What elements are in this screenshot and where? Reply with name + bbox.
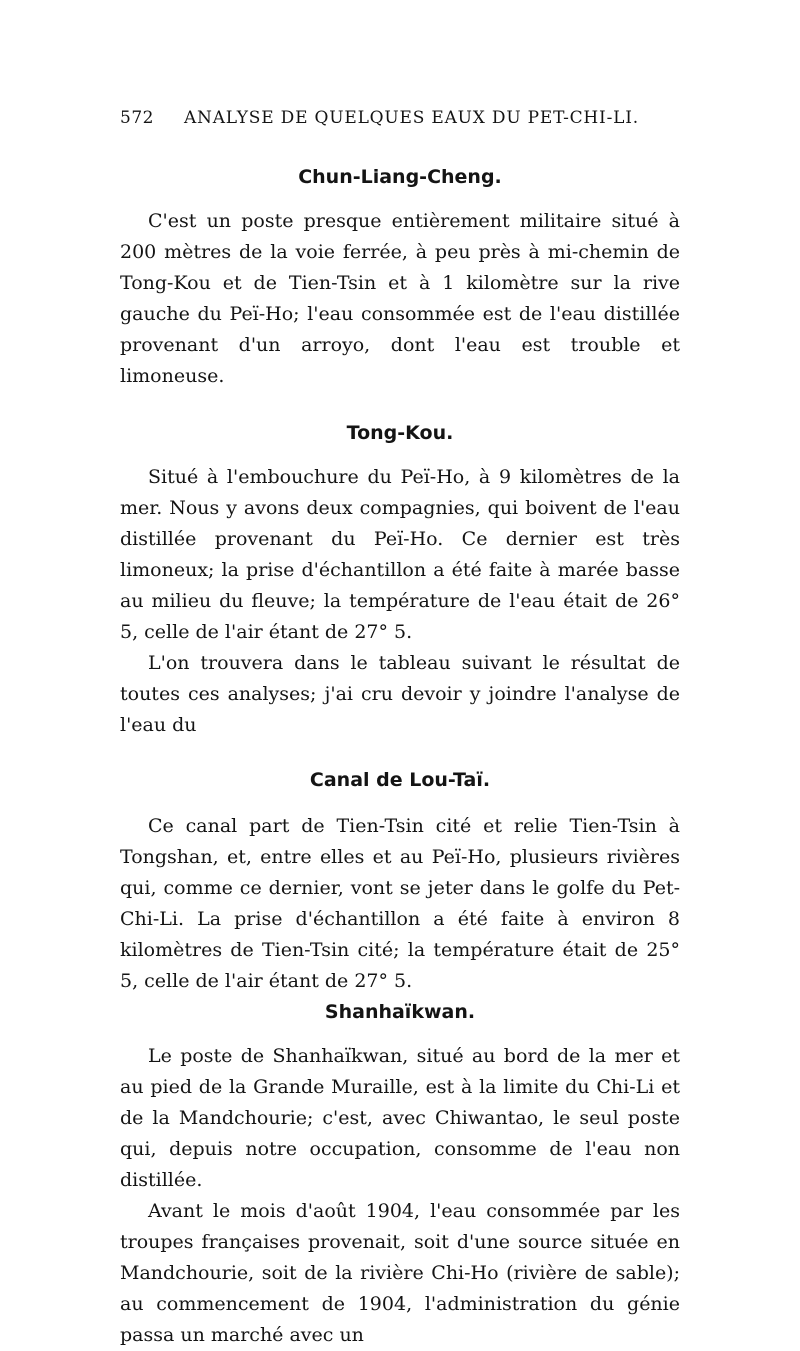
running-head <box>120 108 680 128</box>
paragraph: L'on trouvera dans le tableau suivant le résultat de toutes ces analyses; j'ai cru devoir y joindre l'analyse de l'eau du <box>120 652 680 736</box>
section-heading-chun-liang-cheng: Chun-Liang-Cheng. <box>298 166 502 188</box>
page <box>120 108 680 1351</box>
page-number: 572 <box>120 108 154 128</box>
section-heading-canal-de-lou-tai: Canal de Lou-Taï. <box>309 769 491 791</box>
section-heading-tong-kou: Tong-Kou. <box>346 422 454 444</box>
running-title: ANALYSE DE QUELQUES EAUX DU PET-CHI-LI. <box>183 108 639 128</box>
paragraph: Ce canal part de Tien-Tsin cité et relie Tien-Tsin à Tongshan, et, entre elles et au Peï-Ho, plusieurs rivières qui, comme ce dernier, vont se jeter dans le golfe du Pet-Chi-Li. La prise d'échantillon a été faite à environ 8 kilomètres de Tien-Tsin cité; la température était de 25° 5, celle de l'air étant de 27° 5. <box>120 815 680 992</box>
section-heading-shanhaikwan: Shanhaïkwan. <box>324 1001 476 1023</box>
paragraph: Le poste de Shanhaïkwan, situé au bord de la mer et au pied de la Grande Muraille, est à la limite du Chi-Li et de la Mandchourie; c'est, avec Chiwantao, le seul poste qui, depuis notre occupation, consomme de l'eau non distillée. <box>120 1045 680 1191</box>
paragraph: C'est un poste presque entièrement militaire situé à 200 mètres de la voie ferrée, à peu près à mi-chemin de Tong-Kou et de Tien-Tsin et à 1 kilomètre sur la rive gauche du Peï-Ho; l'eau consommée est de l'eau distillée provenant d'un arroyo, dont l'eau est trouble et limoneuse. <box>120 210 680 387</box>
paragraph: Situé à l'embouchure du Peï-Ho, à 9 kilomètres de la mer. Nous y avons deux compagnies, qui boivent de l'eau distillée provenant du Peï-Ho. Ce dernier est très limoneux; la prise d'échantillon a été faite à marée basse au milieu du fleuve; la température de l'eau était de 26° 5, celle de l'air étant de 27° 5. <box>120 466 680 643</box>
paragraph: Avant le mois d'août 1904, l'eau consommée par les troupes françaises provenait, soit d'une source située en Mandchourie, soit de la rivière Chi-Ho (rivière de sable); au commencement de 1904, l'administration du génie passa un marché avec un <box>120 1200 680 1346</box>
